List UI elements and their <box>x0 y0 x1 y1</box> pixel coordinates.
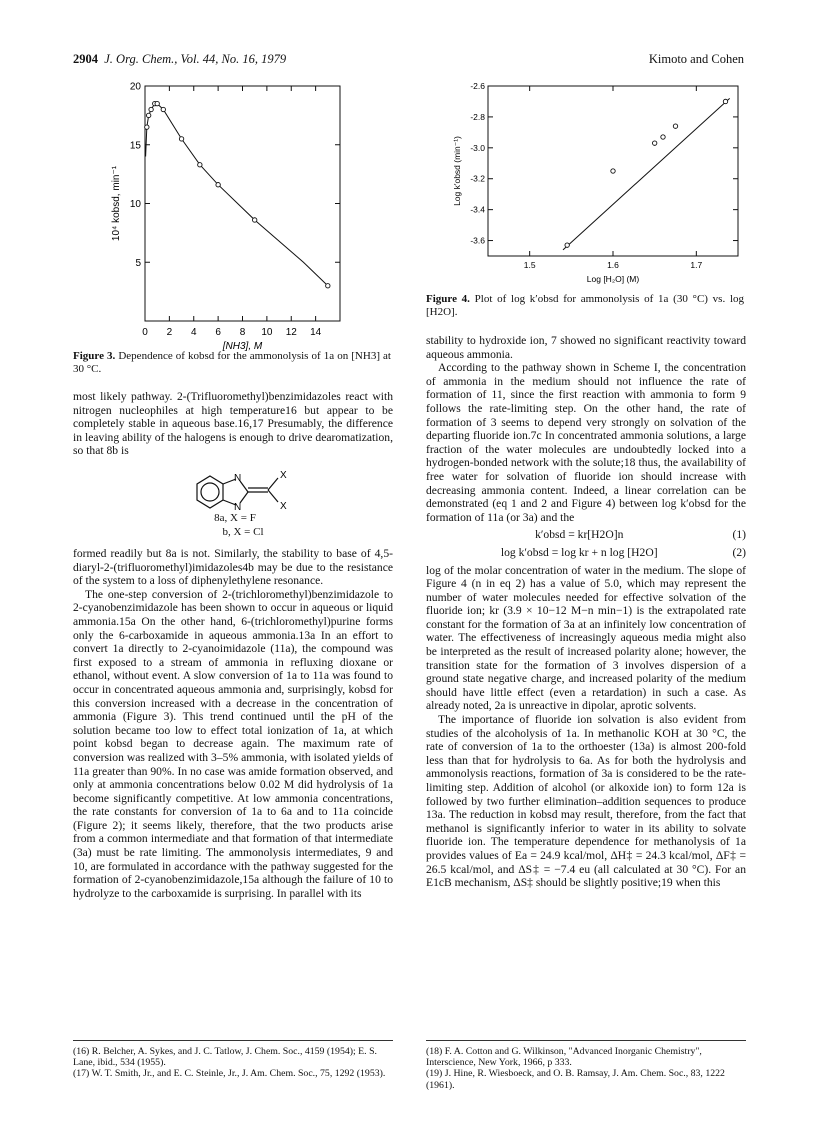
y-tick-label: -3.4 <box>470 204 485 215</box>
equation-1 <box>426 528 746 542</box>
data-point <box>145 125 149 129</box>
ring-nitrogen-bottom: N <box>234 502 242 513</box>
figure-3-caption <box>73 350 391 375</box>
plot-frame <box>145 86 340 321</box>
running-header-authors: Kimoto and Cohen <box>648 52 744 66</box>
y-tick-label: -2.8 <box>470 111 485 122</box>
x-tick-label: 6 <box>215 327 221 338</box>
footnotes-right <box>426 1046 748 1091</box>
data-point <box>216 183 220 187</box>
data-point <box>155 101 159 105</box>
paragraph: most likely pathway. 2-(Trifluoromethyl)benzimidazoles react with nitrogen nucleophiles at high temperature16 but appear to be completely stable in aqueous base.16,17 Presumably, the difference in leaving ability of the halogens is enough to drive dearomatization, so that 8b is <box>73 390 393 458</box>
left-column-bottom <box>73 547 393 900</box>
journal-citation: J. Org. Chem., Vol. 44, No. 16, 1979 <box>104 52 287 66</box>
data-point <box>146 113 150 117</box>
paragraph: The one-step conversion of 2-(trichloromethyl)benzimidazole to 2-cyanobenzimidazole has been shown to occur in aqueous or liquid ammonia.15a On the other hand, 6-(trichloromethyl)purine forms only the 6-carboxamide in aqueous ammonia.13a In an effort to convert 1a directly to 2-cyanoimidazole (11a), the compound was first exposed to a stream of ammonia in refluxing dioxane or ethanol, without event. A slow conversion of 1a to 11a was found to occur in concentrated aqueous ammonia and, surprisingly, kobsd for this conversion increased with a decrease in the concentration of ammonia (Figure 3). This trend continued until the pH of the solution became too low to effect total ionization of 1a, at which point kobsd began to decrease again. The maximum rate of conversion was realized with 3–5% ammonia, with isolated yields of 11a greater than 90%. In no case was amide formation observed, and only at ammonia concentrations below 0.02 M did hydrolysis of 1a become significantly competitive. At low ammonia concentrations, the rate constants for conversion of 1a to 6a and to 11a coincide (Figure 2); it seems likely, therefore, that the two products arise from a common intermediate and that formation of that intermediate (3a) must be rate limiting. The ammonolysis intermediates, 9 and 10, are formulated in accordance with the pathway suggested for the formation of 2-cyanobenzimidazole,15a although the failure of 10 to hydrolyze to the carboxamide is surprising. In parallel with its <box>73 587 393 900</box>
y-tick-label: 20 <box>129 81 141 93</box>
data-point <box>723 99 727 103</box>
data-point <box>179 137 183 141</box>
x-axis-label: [NH3], M <box>222 341 263 352</box>
substituent-x-top: X <box>280 470 287 481</box>
y-tick-label: -2.6 <box>470 81 485 91</box>
x-tick-label: 1.5 <box>523 260 536 270</box>
data-point <box>673 124 677 128</box>
x-tick-label: 2 <box>166 327 173 338</box>
paragraph: According to the pathway shown in Scheme I, the concentration of ammonia in the medium should not influence the rate of formation of 11, since the first reaction with ammonia to form 9 follows the rate-limiting step. On the other hand, the rate of formation of 3 seems to depend very strongly on solvation of the departing fluoride ion.7c In concentrated ammonia solutions, a large fraction of the water molecules are undoubtedly locked into a hydrogen-bonded network with the solute;18 thus, the availability of free water for solvation of fluoride ion should increase with decreasing ammonia content. Indeed, a linear correlation can be demonstrated (eq 1 and 2 and Figure 4) between log k′obsd for the formation of 11a (or 3a) and the <box>426 361 746 524</box>
y-tick-label: 10 <box>129 199 141 210</box>
equation-2-text: log k′obsd = log kr + n log [H2O] <box>500 545 658 559</box>
structure-label-8a: 8a, X = F <box>214 512 256 524</box>
x-tick-label: 1.6 <box>607 260 619 270</box>
figure-4-chart <box>448 78 748 293</box>
left-column-top <box>73 390 393 458</box>
footnote-rule-right <box>426 1040 746 1041</box>
x-axis-label: Log [H₂O] (M) <box>586 274 640 284</box>
equation-2-number: (2) <box>732 545 746 559</box>
footnote-16: (16) R. Belcher, A. Sykes, and J. C. Tatlow, J. Chem. Soc., 4159 (1954); E. S. Lane, ibid., 534 (1955). <box>73 1046 377 1069</box>
paragraph: stability to hydroxide ion, 7 showed no significant reactivity toward aqueous ammonia. <box>426 334 746 361</box>
footnotes-left <box>73 1046 395 1080</box>
figure-4-caption <box>426 293 744 318</box>
substituent-x-bottom: X <box>280 501 287 512</box>
data-point <box>326 284 330 288</box>
ring-nitrogen-top: N <box>234 473 242 484</box>
equation-1-text: k′obsd = kr[H2O]n <box>535 528 624 542</box>
right-column <box>426 334 746 890</box>
data-point <box>252 218 256 222</box>
data-point <box>661 135 665 139</box>
y-tick-label: 15 <box>129 140 141 152</box>
data-point <box>149 107 153 111</box>
equation-1-number: (1) <box>732 528 746 542</box>
footnote-19: (19) J. Hine, R. Wiesboeck, and O. B. Ramsay, J. Am. Chem. Soc., 83, 1222 (1961). <box>426 1068 725 1091</box>
y-tick-label: -3.2 <box>470 173 485 184</box>
y-axis-label: 10⁴ kobsd, min⁻¹ <box>111 165 122 242</box>
data-point <box>161 107 165 111</box>
footnote-rule-left <box>73 1040 393 1041</box>
x-tick-label: 14 <box>310 327 322 338</box>
figure-4-caption-label: Figure 4. <box>426 293 470 305</box>
figure-3-caption-text: Dependence of kobsd for the ammonolysis of 1a on [NH3] at 30 °C. <box>73 350 391 375</box>
aromatic-circle <box>201 483 219 501</box>
footnote-18: (18) F. A. Cotton and G. Wilkinson, "Advanced Inorganic Chemistry", Interscience, New York, 1966, p 333. <box>426 1046 702 1069</box>
figure-4-caption-text: Plot of log k′obsd for ammonolysis of 1a (30 °C) vs. log [H2O]. <box>426 293 744 318</box>
x-tick-label: 1.7 <box>690 260 703 270</box>
x-tick-label: 12 <box>285 327 297 338</box>
fit-line <box>563 98 730 249</box>
footnote-17: (17) W. T. Smith, Jr., and E. C. Steinle, Jr., J. Am. Chem. Soc., 75, 1292 (1953). <box>73 1068 386 1080</box>
structure-8 <box>170 462 300 518</box>
y-tick-label: -3.0 <box>470 142 485 153</box>
x-tick-label: 10 <box>261 327 273 338</box>
y-tick-label: -3.6 <box>470 235 485 246</box>
data-point <box>198 163 202 167</box>
data-point <box>565 243 569 247</box>
y-tick-label: 5 <box>135 257 141 269</box>
x-tick-label: 0 <box>142 327 148 338</box>
paragraph: The importance of fluoride ion solvation is also evident from studies of the alcoholysis of 1a. In methanolic KOH at 30 °C, the rate of conversion of 1a to the orthoester (13a) is almost 200-fold less than that for hydrolysis to 6a. As for both the hydrolysis and ammonolysis reactions, formation of 3a is considered to be the rate-limiting step. Addition of alcohol (or alkoxide ion) to form 12a is followed by two further elimination–addition sequences to produce 13a. The reduction in kobsd may result, therefore, from the fact that methanol is significantly inferior to water in its ability to solvate fluoride ion. The temperature dependence for methanolysis of 1a provides values of Ea = 24.9 kcal/mol, ΔH‡ = 24.3 kcal/mol, ΔF‡ = 26.5 kcal/mol, and ΔS‡ = −7.4 eu (all calculated at 30 °C). For an E1cB mechanism, ΔS‡ should be slightly positive;19 when this <box>426 713 746 890</box>
y-axis-label: Log k′obsd (min⁻¹) <box>452 136 462 206</box>
paragraph: formed readily but 8a is not. Similarly, the stability to base of 4,5-diaryl-2-(trifluoromethyl)imidazoles4b may be due to the resistance of the system to a loss of diphenylethylene resonance. <box>73 547 393 588</box>
page-number: 2904 <box>73 52 98 66</box>
running-header-left <box>73 52 286 67</box>
data-point <box>652 141 656 145</box>
equation-2 <box>426 546 746 560</box>
figure-3-caption-label: Figure 3. <box>73 350 116 362</box>
x-tick-label: 8 <box>239 327 246 338</box>
series-line <box>146 104 328 286</box>
x-tick-label: 4 <box>190 327 197 338</box>
paragraph: log of the molar concentration of water in the medium. The slope of Figure 4 (n in eq 2) has a value of 5.0, which may represent the number of water molecules needed for effective solvation of the fluoride ion; kr (3.9 × 10−12 M−n min−1) is the extrapolated rate constant for the formation of 3a at an infinitely low concentration of water. The effectiveness of increasingly aqueous media might also be interpreted as the result of increased polarity alone; however, the transition state for the formation of 3 involves dispersion of a ground state negative charge, and increased polarity of the medium should have little effect (even a retardation) in such a case. As already noted, 2a is unreactive in dipolar, aprotic solvents. <box>426 563 746 713</box>
figure-3-chart <box>70 78 360 353</box>
data-point <box>611 169 615 173</box>
structure-label-8b: b, X = Cl <box>222 526 264 538</box>
